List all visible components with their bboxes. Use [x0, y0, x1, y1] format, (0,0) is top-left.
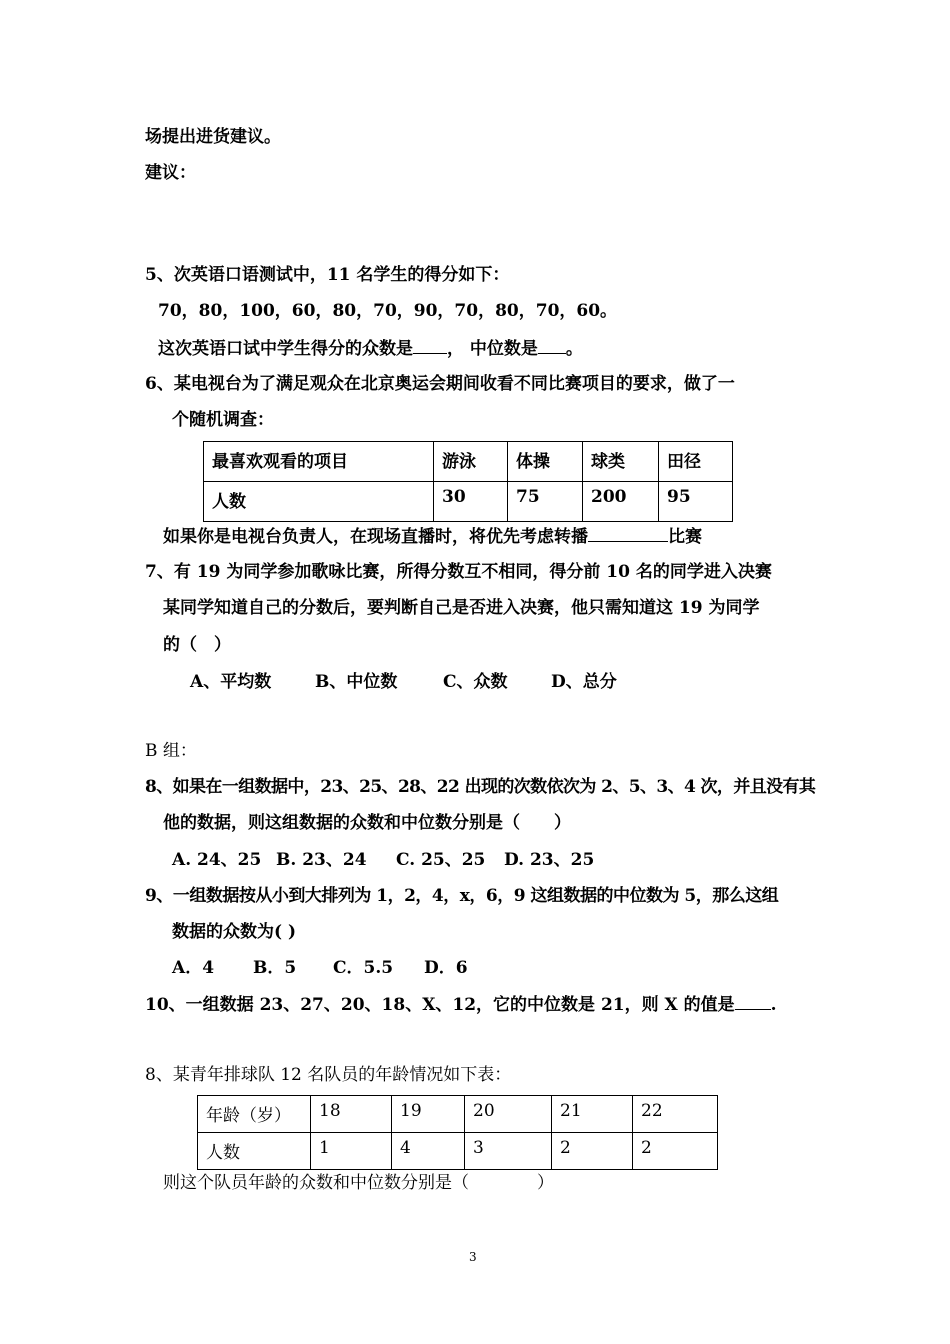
table-cell: 体操	[508, 442, 583, 482]
table-cell: 人数	[198, 1133, 311, 1170]
q9-option-a: A．4	[172, 958, 215, 978]
q6-survey-table	[203, 441, 733, 522]
q9-option-c: C．5.5	[333, 958, 394, 978]
table-cell: 19	[392, 1096, 465, 1133]
table-cell: 20	[465, 1096, 552, 1133]
table-cell: 95	[659, 482, 733, 522]
group-b-heading: B 组：	[145, 741, 197, 761]
q5-median-blank	[538, 337, 566, 354]
table-cell: 1	[311, 1133, 392, 1170]
q5-title: 5、次英语口语测试中，11 名学生的得分如下：	[145, 265, 510, 285]
q9-option-b: B．5	[253, 958, 297, 978]
q8-option-d: D. 23、25	[504, 850, 595, 870]
q9-title-cont: 数据的众数为( )	[172, 922, 297, 942]
q6-title-cont: 个随机调查：	[172, 410, 274, 430]
table-cell: 200	[583, 482, 659, 522]
table-cell: 30	[434, 482, 508, 522]
table-cell: 2	[633, 1133, 718, 1170]
q8b-question: 则这个队员年龄的众数和中位数分别是（ ）	[163, 1173, 554, 1193]
q9-title: 9、一组数据按从小到大排列为 1，2，4，x，6，9 这组数据的中位数为 5，那么这组	[145, 886, 779, 906]
q5-scores: 70，80，100，60，80，70，90，70，80，70，60。	[158, 301, 618, 321]
continuation-text: 场提出进货建议。	[145, 127, 281, 147]
q8-title: 8、如果在一组数据中，23、25、28、22 出现的次数依次为 2、5、3、4 次，并且没有其	[145, 777, 816, 797]
table-row	[204, 442, 733, 482]
q5-question-part3: 。	[565, 339, 583, 359]
q10-title-part2: .	[770, 995, 777, 1015]
page-number: 3	[469, 1250, 477, 1264]
table-cell: 人数	[204, 482, 434, 522]
q9-option-d: D．6	[424, 958, 468, 978]
table-row	[204, 482, 733, 522]
q5-question-part2: ， 中位数是	[447, 339, 538, 359]
q7-title: 7、有 19 为同学参加歌咏比赛，所得分数互不相同，得分前 10 名的同学进入决赛	[145, 562, 772, 582]
table-cell: 22	[633, 1096, 718, 1133]
q7-option-d: D、总分	[551, 672, 617, 692]
table-cell: 最喜欢观看的项目	[204, 442, 434, 482]
q7-option-c: C、众数	[443, 672, 508, 692]
q10-title-part1: 10、一组数据 23、27、20、18、X、12，它的中位数是 21，则 X 的值是	[145, 995, 735, 1015]
table-cell: 田径	[659, 442, 733, 482]
table-cell: 18	[311, 1096, 392, 1133]
suggestion-label: 建议：	[145, 163, 196, 183]
q10-answer-blank	[735, 993, 771, 1010]
q6-followup-part2: 比赛	[668, 527, 702, 547]
q7-title-cont: 某同学知道自己的分数后，要判断自己是否进入决赛，他只需知道这 19 为同学	[163, 598, 760, 618]
q6-followup-part1: 如果你是电视台负责人，在现场直播时，将优先考虑转播	[163, 527, 588, 547]
table-cell: 2	[552, 1133, 633, 1170]
q7-title-cont2: 的（ ）	[163, 635, 231, 655]
q8b-age-table	[197, 1095, 718, 1170]
table-cell: 4	[392, 1133, 465, 1170]
q8-option-c: C. 25、25	[396, 850, 486, 870]
q5-question	[158, 337, 583, 360]
q8-option-a: A. 24、25	[172, 850, 262, 870]
q8-option-b: B. 23、24	[276, 850, 367, 870]
q8b-title: 8、某青年排球队 12 名队员的年龄情况如下表：	[145, 1065, 512, 1085]
q6-followup	[163, 525, 702, 548]
table-cell: 75	[508, 482, 583, 522]
q6-title: 6、某电视台为了满足观众在北京奥运会期间收看不同比赛项目的要求，做了一	[145, 374, 735, 394]
q6-answer-blank	[588, 525, 668, 542]
q5-question-part1: 这次英语口试中学生得分的众数是	[158, 339, 413, 359]
q10-title	[145, 993, 777, 1016]
table-row	[198, 1133, 718, 1170]
q7-option-a: A、平均数	[190, 672, 272, 692]
table-row	[198, 1096, 718, 1133]
q5-mode-blank	[413, 337, 447, 354]
table-cell: 21	[552, 1096, 633, 1133]
table-cell: 球类	[583, 442, 659, 482]
table-cell: 游泳	[434, 442, 508, 482]
table-cell: 年龄（岁）	[198, 1096, 311, 1133]
table-cell: 3	[465, 1133, 552, 1170]
q7-option-b: B、中位数	[315, 672, 398, 692]
q8-title-cont: 他的数据，则这组数据的众数和中位数分别是（ ）	[163, 813, 571, 833]
